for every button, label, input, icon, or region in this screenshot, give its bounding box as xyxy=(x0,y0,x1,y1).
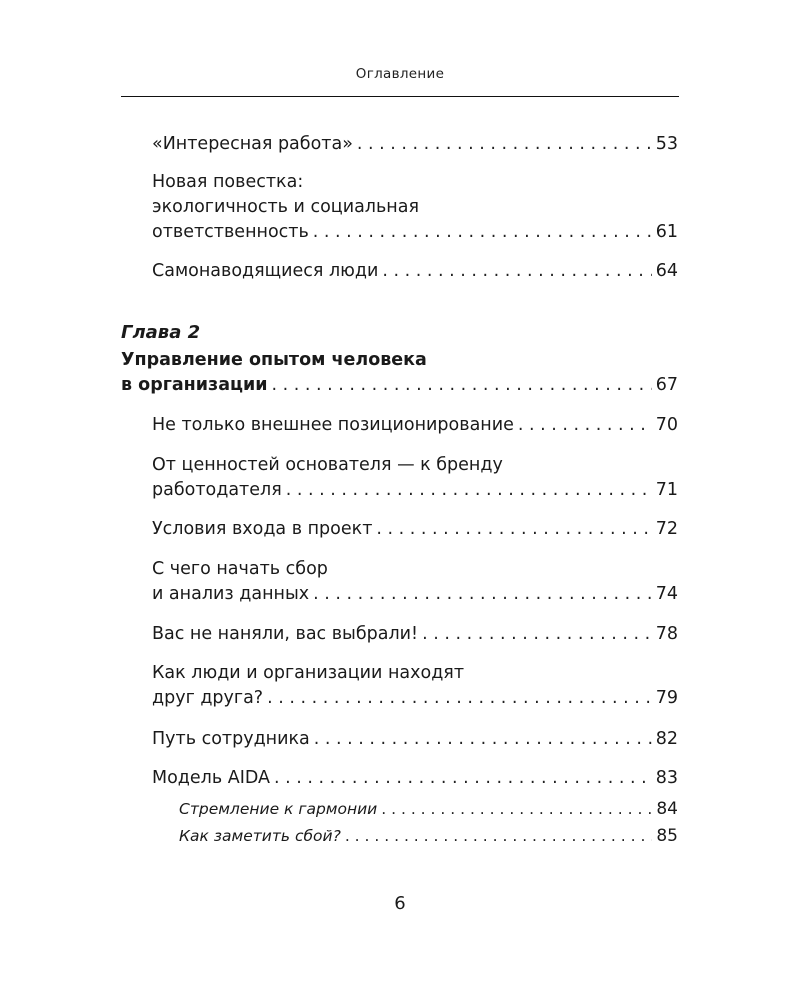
leader-dots xyxy=(381,797,652,822)
toc-entry-title: Условия входа в проект xyxy=(152,519,373,539)
toc-entry-title: и анализ данных xyxy=(152,584,310,604)
toc-subentry-title: Как заметить сбой? xyxy=(179,827,341,845)
toc-subentry[interactable] xyxy=(179,797,678,822)
toc-entry-title: Самонаводящиеся люди xyxy=(152,261,379,281)
chapter-title-last: в организации xyxy=(121,375,268,395)
toc-page-number: 84 xyxy=(656,799,678,819)
toc-entry[interactable] xyxy=(152,622,678,647)
toc-entry[interactable] xyxy=(152,413,678,438)
header-rule xyxy=(121,96,679,97)
leader-dots xyxy=(286,478,652,503)
toc-page-number: 82 xyxy=(655,729,678,749)
leader-dots xyxy=(313,220,652,245)
toc-entry-line: Как люди и организации находят xyxy=(152,663,465,683)
leader-dots xyxy=(376,517,651,542)
toc-entry[interactable] xyxy=(152,259,678,284)
toc-page-number: 83 xyxy=(655,768,678,788)
toc-entry[interactable] xyxy=(152,170,678,245)
leader-dots xyxy=(422,622,652,647)
toc-page-number: 85 xyxy=(656,826,678,846)
toc-entry-title: Не только внешнее позиционирование xyxy=(152,415,514,435)
toc-subentry-title: Стремление к гармонии xyxy=(179,800,378,818)
toc-entry-title: Путь сотрудника xyxy=(152,729,310,749)
leader-dots xyxy=(382,259,651,284)
leader-dots xyxy=(267,686,652,711)
toc-page-number: 71 xyxy=(655,480,678,500)
leader-dots xyxy=(274,766,652,791)
toc-subentry[interactable] xyxy=(179,824,678,849)
chapter-label: Глава 2 xyxy=(121,322,201,343)
toc-page-number: 74 xyxy=(655,584,678,604)
leader-dots xyxy=(518,413,652,438)
leader-dots xyxy=(357,132,652,157)
toc-entry-title: Вас не наняли, вас выбрали! xyxy=(152,624,419,644)
toc-entry[interactable] xyxy=(152,766,678,791)
toc-entry[interactable] xyxy=(152,517,678,542)
toc-page-number: 53 xyxy=(655,134,678,154)
chapter-title-line: Управление опытом человека xyxy=(121,350,427,370)
toc-entry[interactable] xyxy=(152,727,678,752)
toc-page-number: 67 xyxy=(655,375,678,395)
toc-entry[interactable] xyxy=(152,132,678,157)
toc-entry-line: С чего начать сбор xyxy=(152,559,328,579)
toc-page-number: 70 xyxy=(655,415,678,435)
toc-entry-line: От ценностей основателя — к бренду xyxy=(152,455,503,475)
page-number: 6 xyxy=(394,893,406,914)
toc-entry-title: друг друга? xyxy=(152,688,264,708)
toc-entry-line: экологичность и социальная xyxy=(152,197,419,217)
toc-entry-title: «Интересная работа» xyxy=(152,134,353,154)
toc-page-number: 72 xyxy=(655,519,678,539)
toc-page-number: 61 xyxy=(655,222,678,242)
toc-entry-title: работодателя xyxy=(152,480,282,500)
toc-entry[interactable] xyxy=(152,557,678,607)
toc-entry-line: Новая повестка: xyxy=(152,172,304,192)
chapter-title-entry[interactable] xyxy=(121,348,678,398)
toc-entry-title: ответственность xyxy=(152,222,309,242)
toc-page-number: 79 xyxy=(655,688,678,708)
running-head: Оглавление xyxy=(355,66,445,82)
leader-dots xyxy=(314,727,652,752)
toc-entry[interactable] xyxy=(152,661,678,711)
leader-dots xyxy=(313,582,652,607)
toc-entry[interactable] xyxy=(152,453,678,503)
leader-dots xyxy=(272,373,652,398)
toc-entry-title: Модель AIDA xyxy=(152,768,271,788)
leader-dots xyxy=(345,824,653,849)
toc-page-number: 78 xyxy=(655,624,678,644)
toc-page-number: 64 xyxy=(655,261,678,281)
